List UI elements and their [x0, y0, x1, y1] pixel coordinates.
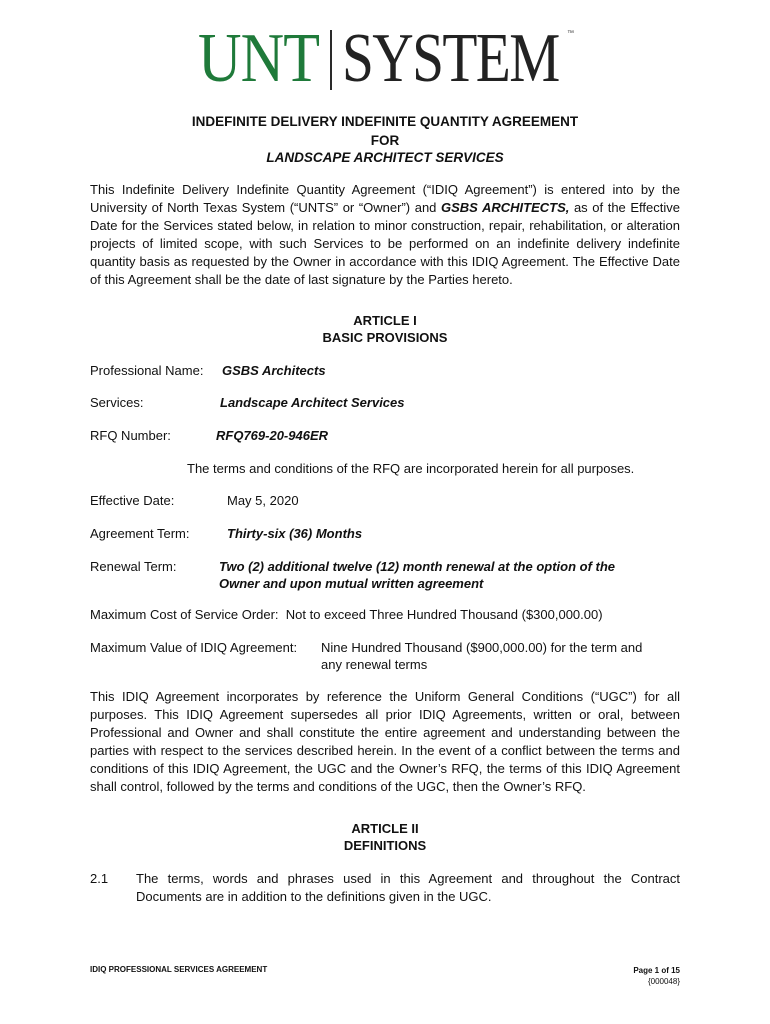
footer-title: IDIQ PROFESSIONAL SERVICES AGREEMENT [90, 965, 268, 974]
rfq-number-value: RFQ769-20-946ER [216, 428, 328, 443]
document-title-line3: LANDSCAPE ARCHITECT SERVICES [266, 150, 504, 165]
professional-name-value: GSBS Architects [222, 363, 326, 378]
logo-unt-text: UNT [198, 20, 320, 97]
page-number: Page 1 of 15 [633, 966, 680, 975]
max-value-label: Maximum Value of IDIQ Agreement: [90, 640, 298, 655]
ugc-paragraph: This IDIQ Agreement incorporates by reference the Uniform General Conditions (“UGC”) for all purposes. This IDIQ Agreement supersedes all prior IDIQ Agreements, written or oral, between Professional and Owner and shall constitute the entire agreement and understanding between the parties with respect to the services described herein. In the event of a conflict between the terms and conditions of this IDIQ Agreement, the UGC and the Owner’s RFQ, the terms of this IDIQ Agreement shall control, followed by the terms and conditions of the UGC, then the Owner’s RFQ. [90, 689, 680, 794]
agreement-term-label: Agreement Term: [90, 526, 190, 541]
professional-name-label: Professional Name: [90, 363, 204, 378]
renewal-term-line1: Two (2) additional twelve (12) month renewal at the option of the [219, 559, 616, 574]
max-cost-service-order: Maximum Cost of Service Order: Not to exceed Three Hundred Thousand ($300,000.00) [90, 607, 603, 622]
renewal-term-label: Renewal Term: [90, 559, 177, 574]
logo-trademark: ™ [567, 30, 574, 37]
intro-professional-name: GSBS ARCHITECTS, [441, 200, 570, 215]
logo-divider [330, 30, 332, 90]
intro-text-end: as of the Effective Date for the Services stated below, in relation to minor construction, repair, rehabilitation, or alteration projects of limited scope, with such Services to be performed on an indefinite delivery indefinite quantity basis as requested by the Owner in accordance with this IDIQ Agreement. The Effective Date of this Agreement shall be the date of last signature by the Parties hereto. [90, 200, 680, 287]
intro-paragraph [90, 181, 680, 289]
document-code: {000048} [647, 977, 680, 986]
document-title-line1: INDEFINITE DELIVERY INDEFINITE QUANTITY AGREEMENT [191, 114, 579, 129]
article1-heading: ARTICLE I [353, 313, 417, 328]
agreement-term-value: Thirty-six (36) Months [227, 526, 363, 541]
article2-heading: ARTICLE II [351, 821, 419, 836]
document-title-line2: FOR [370, 133, 400, 148]
section-number: 2.1 [90, 871, 109, 886]
max-value-line2: any renewal terms [321, 657, 428, 672]
effective-date-label: Effective Date: [90, 493, 175, 508]
max-value-line1: Nine Hundred Thousand ($900,000.00) for the term and [321, 640, 643, 655]
effective-date-value: May 5, 2020 [227, 493, 299, 508]
rfq-number-label: RFQ Number: [90, 428, 171, 443]
section-text: The terms, words and phrases used in this Agreement and throughout the Contract Documents are in addition to the definitions given in the UGC. [136, 871, 680, 904]
article1-subheading: BASIC PROVISIONS [322, 330, 448, 345]
footer-page-info [633, 965, 680, 987]
logo-system-text: SYSTEM [342, 20, 559, 97]
intro-text-start: This Indefinite Delivery Indefinite Quantity Agreement (“IDIQ Agreement”) is entered into by the University of North Texas System (“UNTS” or “Owner”) and [90, 182, 680, 215]
renewal-term-line2: Owner and upon mutual written agreement [219, 576, 484, 591]
rfq-note: The terms and conditions of the RFQ are incorporated herein for all purposes. [187, 461, 635, 476]
services-value: Landscape Architect Services [220, 395, 405, 410]
article2-subheading: DEFINITIONS [343, 838, 427, 853]
services-label: Services: [90, 395, 144, 410]
unt-system-logo [0, 22, 770, 96]
